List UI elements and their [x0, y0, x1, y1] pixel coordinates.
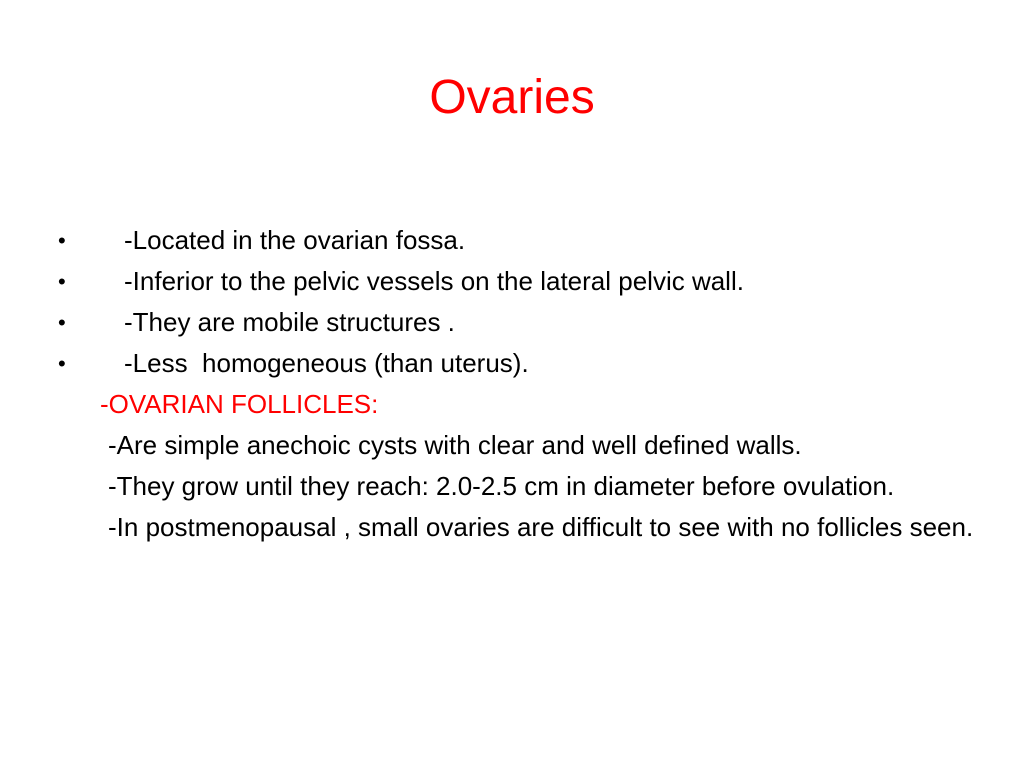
follicles-description [108, 425, 988, 548]
paragraph: -In postmenopausal , small ovaries are difficult to see with no follicles seen. [108, 512, 974, 542]
bullet-text: -Inferior to the pelvic vessels on the lateral pelvic wall. [124, 266, 744, 296]
bullet-icon: • [58, 310, 66, 335]
paragraph: -Are simple anechoic cysts with clear and well defined walls. [108, 430, 802, 460]
bullet-text: -Less homogeneous (than uterus). [124, 348, 529, 378]
slide-title: Ovaries [429, 71, 595, 124]
list-item [58, 261, 988, 302]
bullet-icon: • [58, 351, 66, 376]
bullet-text: -Located in the ovarian fossa. [124, 225, 466, 255]
list-item [58, 220, 988, 261]
section-subheading: -OVARIAN FOLLICLES: [100, 389, 379, 419]
paragraph: -They grow until they reach: 2.0-2.5 cm in diameter before ovulation. [108, 471, 895, 501]
bullet-icon: • [58, 228, 66, 253]
bullet-list [58, 220, 988, 384]
bullet-icon: • [58, 269, 66, 294]
bullet-text: -They are mobile structures . [124, 307, 455, 337]
list-item [58, 302, 988, 343]
list-item [58, 343, 988, 384]
